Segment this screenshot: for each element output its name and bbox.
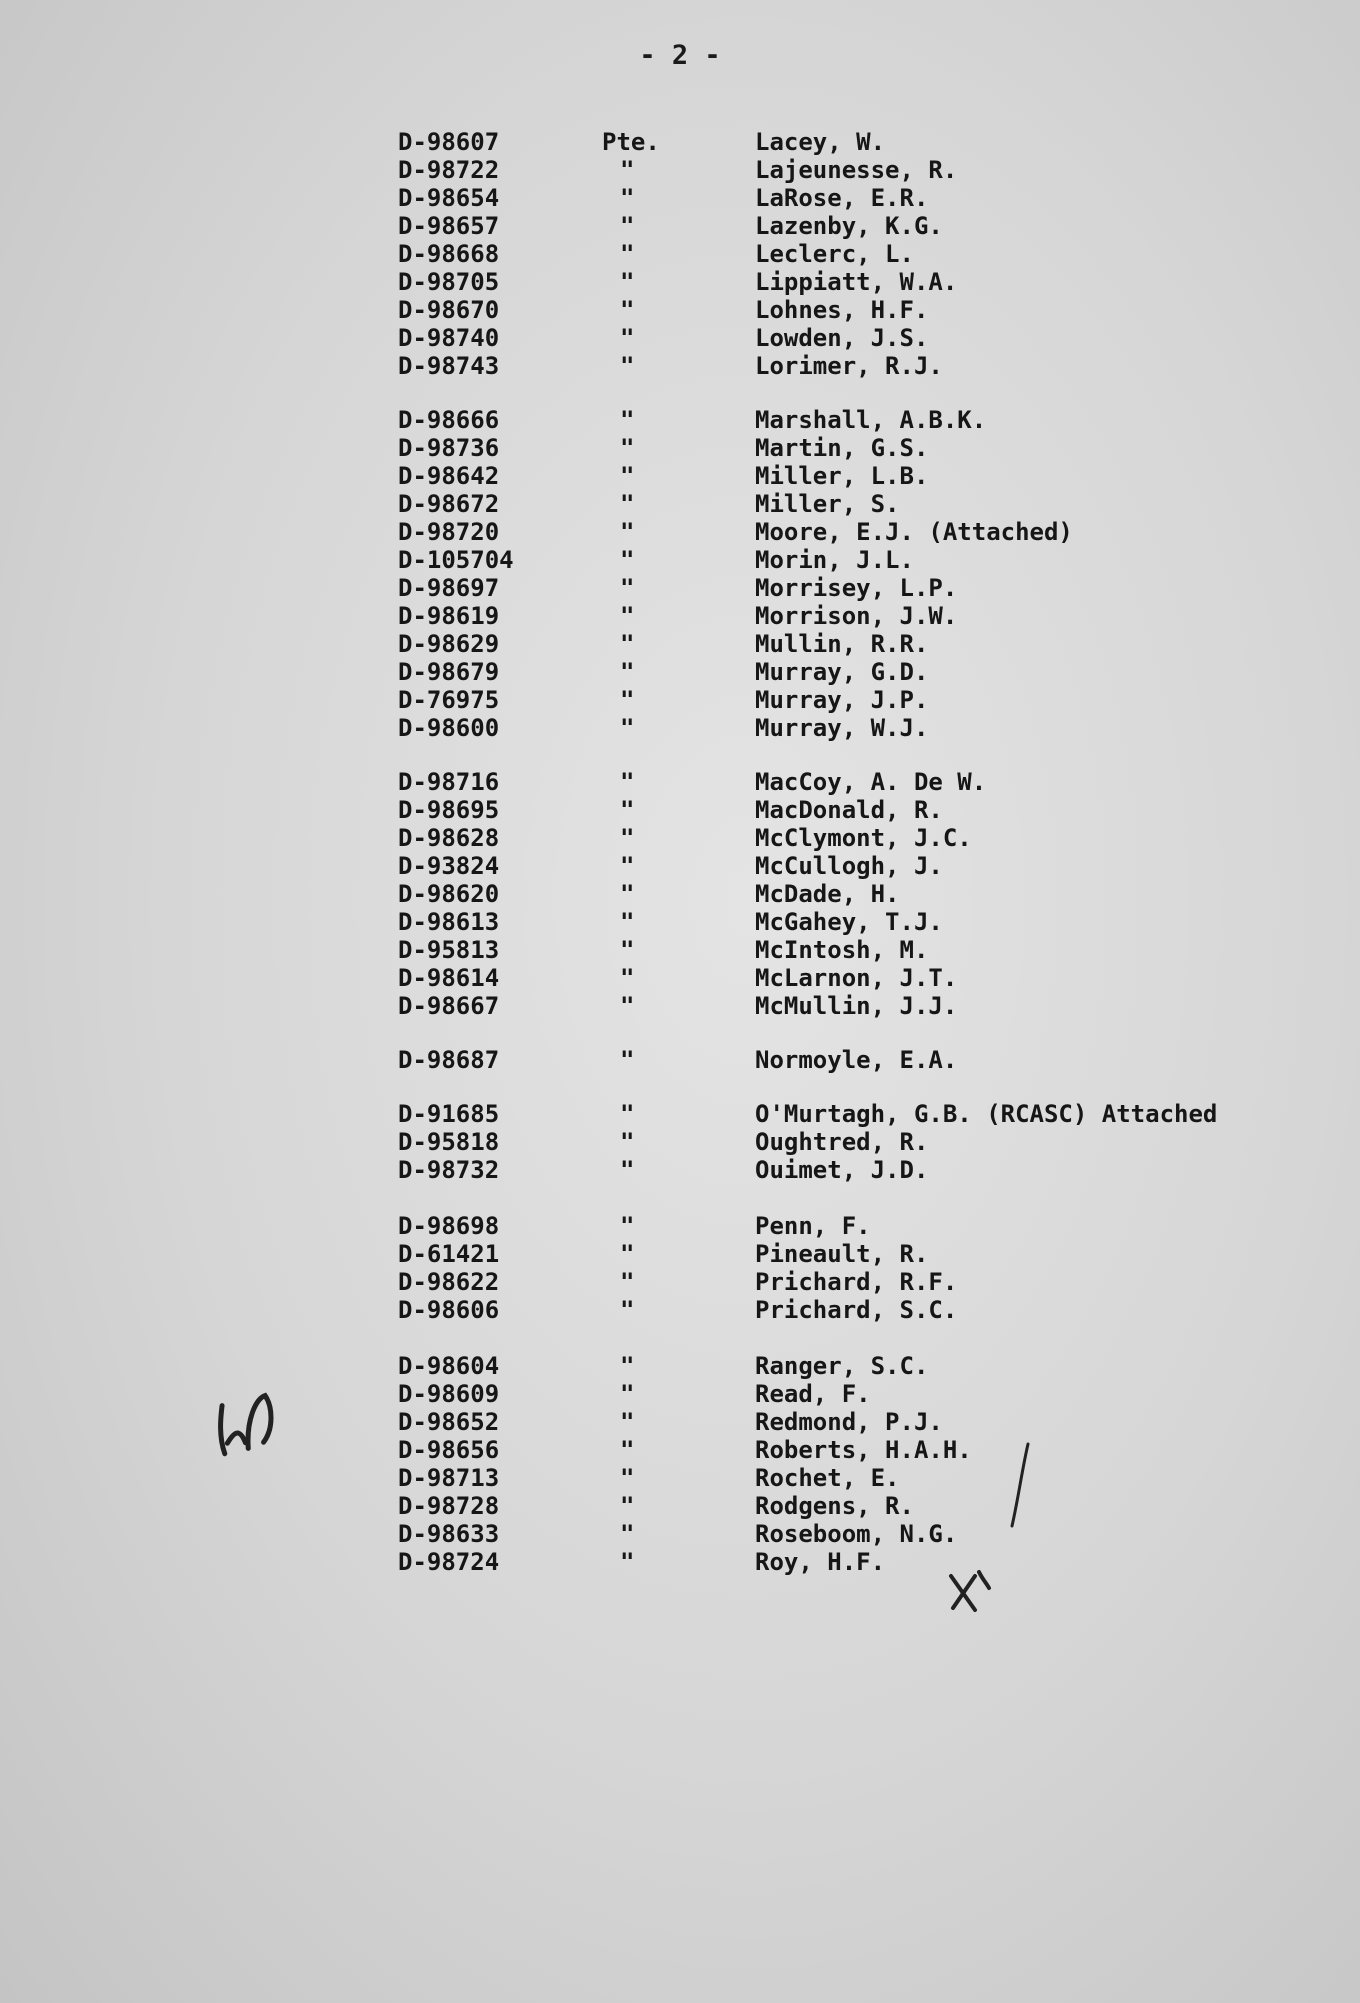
- service-number: D-98619: [398, 602, 500, 630]
- rank: ": [620, 1212, 635, 1240]
- soldier-name: Ouimet, J.D.: [755, 1156, 929, 1184]
- service-number: D-98628: [398, 824, 500, 852]
- roster-row: [0, 240, 1360, 268]
- rank: ": [620, 1240, 635, 1268]
- service-number: D-98666: [398, 406, 500, 434]
- service-number: D-98657: [398, 212, 500, 240]
- soldier-name: Leclerc, L.: [755, 240, 914, 268]
- service-number: D-95813: [398, 936, 500, 964]
- roster-row: [0, 1520, 1360, 1548]
- rank: ": [620, 1380, 635, 1408]
- soldier-name: Rochet, E.: [755, 1464, 900, 1492]
- roster-row: [0, 184, 1360, 212]
- rank: ": [620, 964, 635, 992]
- rank: ": [620, 714, 635, 742]
- service-number: D-98606: [398, 1296, 500, 1324]
- rank: ": [620, 240, 635, 268]
- rank: ": [620, 1548, 635, 1576]
- roster-row: [0, 462, 1360, 490]
- roster-row: [0, 1156, 1360, 1184]
- service-number: D-98695: [398, 796, 500, 824]
- roster-row: [0, 1240, 1360, 1268]
- service-number: D-98728: [398, 1492, 500, 1520]
- rank: ": [620, 406, 635, 434]
- roster-group: [0, 768, 1360, 1020]
- roster-row: [0, 1352, 1360, 1380]
- soldier-name: Murray, J.P.: [755, 686, 929, 714]
- rank: ": [620, 212, 635, 240]
- soldier-name: Ranger, S.C.: [755, 1352, 929, 1380]
- soldier-name: McDade, H.: [755, 880, 900, 908]
- rank: ": [620, 824, 635, 852]
- soldier-name: McClymont, J.C.: [755, 824, 972, 852]
- soldier-name: Lohnes, H.F.: [755, 296, 929, 324]
- rank: ": [620, 1296, 635, 1324]
- soldier-name: O'Murtagh, G.B. (RCASC) Attached: [755, 1100, 1218, 1128]
- rank: ": [620, 1046, 635, 1074]
- service-number: D-98736: [398, 434, 500, 462]
- rank: ": [620, 490, 635, 518]
- rank: ": [620, 518, 635, 546]
- roster-row: [0, 908, 1360, 936]
- roster-row: [0, 406, 1360, 434]
- handwritten-x-mark: [945, 1565, 995, 1630]
- rank: ": [620, 1128, 635, 1156]
- roster-group: [0, 406, 1360, 742]
- roster-row: [0, 880, 1360, 908]
- soldier-name: Martin, G.S.: [755, 434, 929, 462]
- roster-row: [0, 824, 1360, 852]
- soldier-name: Prichard, S.C.: [755, 1296, 958, 1324]
- roster-row: [0, 936, 1360, 964]
- service-number: D-95818: [398, 1128, 500, 1156]
- soldier-name: Miller, L.B.: [755, 462, 929, 490]
- rank: ": [620, 658, 635, 686]
- roster-row: [0, 352, 1360, 380]
- service-number: D-91685: [398, 1100, 500, 1128]
- service-number: D-98679: [398, 658, 500, 686]
- roster-row: [0, 1492, 1360, 1520]
- soldier-name: Lajeunesse, R.: [755, 156, 958, 184]
- roster-row: [0, 518, 1360, 546]
- service-number: D-98687: [398, 1046, 500, 1074]
- roster-group: [0, 128, 1360, 380]
- soldier-name: Prichard, R.F.: [755, 1268, 958, 1296]
- soldier-name: Rodgens, R.: [755, 1492, 914, 1520]
- service-number: D-98724: [398, 1548, 500, 1576]
- service-number: D-98668: [398, 240, 500, 268]
- roster-row: [0, 434, 1360, 462]
- service-number: D-76975: [398, 686, 500, 714]
- rank: ": [620, 1156, 635, 1184]
- soldier-name: Morin, J.L.: [755, 546, 914, 574]
- roster-row: [0, 1046, 1360, 1074]
- soldier-name: Morrisey, L.P.: [755, 574, 958, 602]
- roster-row: [0, 768, 1360, 796]
- soldier-name: Mullin, R.R.: [755, 630, 929, 658]
- soldier-name: MacDonald, R.: [755, 796, 943, 824]
- service-number: D-93824: [398, 852, 500, 880]
- service-number: D-98698: [398, 1212, 500, 1240]
- rank: ": [620, 268, 635, 296]
- rank: ": [620, 686, 635, 714]
- roster-group: [0, 1212, 1360, 1324]
- soldier-name: Lacey, W.: [755, 128, 886, 156]
- roster-row: [0, 852, 1360, 880]
- roster-row: [0, 574, 1360, 602]
- service-number: D-98740: [398, 324, 500, 352]
- service-number: D-98732: [398, 1156, 500, 1184]
- handwritten-mark-left: [203, 1375, 297, 1489]
- roster-group: [0, 1100, 1360, 1184]
- rank: ": [620, 1408, 635, 1436]
- service-number: D-98656: [398, 1436, 500, 1464]
- roster-row: [0, 1548, 1360, 1576]
- soldier-name: Oughtred, R.: [755, 1128, 929, 1156]
- service-number: D-98743: [398, 352, 500, 380]
- service-number: D-105704: [398, 546, 514, 574]
- soldier-name: MacCoy, A. De W.: [755, 768, 987, 796]
- soldier-name: Roseboom, N.G.: [755, 1520, 958, 1548]
- rank: ": [620, 630, 635, 658]
- rank: ": [620, 156, 635, 184]
- soldier-name: Redmond, P.J.: [755, 1408, 943, 1436]
- soldier-name: Murray, G.D.: [755, 658, 929, 686]
- rank: ": [620, 602, 635, 630]
- roster-row: [0, 546, 1360, 574]
- rank: ": [620, 574, 635, 602]
- rank: ": [620, 768, 635, 796]
- service-number: D-98672: [398, 490, 500, 518]
- service-number: D-98604: [398, 1352, 500, 1380]
- rank: ": [620, 1436, 635, 1464]
- roster-row: [0, 324, 1360, 352]
- service-number: D-98705: [398, 268, 500, 296]
- roster-row: [0, 1100, 1360, 1128]
- soldier-name: Marshall, A.B.K.: [755, 406, 987, 434]
- soldier-name: Pineault, R.: [755, 1240, 929, 1268]
- rank: ": [620, 1268, 635, 1296]
- roster-row: [0, 1464, 1360, 1492]
- service-number: D-98600: [398, 714, 500, 742]
- service-number: D-98713: [398, 1464, 500, 1492]
- soldier-name: Roy, H.F.: [755, 1548, 886, 1576]
- soldier-name: Morrison, J.W.: [755, 602, 958, 630]
- soldier-name: McCullogh, J.: [755, 852, 943, 880]
- service-number: D-98667: [398, 992, 500, 1020]
- soldier-name: Penn, F.: [755, 1212, 871, 1240]
- rank: ": [620, 1492, 635, 1520]
- roster-row: [0, 490, 1360, 518]
- soldier-name: Lippiatt, W.A.: [755, 268, 958, 296]
- rank: ": [620, 324, 635, 352]
- service-number: D-98642: [398, 462, 500, 490]
- roster-row: [0, 1128, 1360, 1156]
- roster-row: [0, 992, 1360, 1020]
- service-number: D-98613: [398, 908, 500, 936]
- roster-row: [0, 602, 1360, 630]
- service-number: D-98607: [398, 128, 500, 156]
- rank: ": [620, 992, 635, 1020]
- roster-row: [0, 156, 1360, 184]
- soldier-name: McMullin, J.J.: [755, 992, 958, 1020]
- service-number: D-98720: [398, 518, 500, 546]
- rank: ": [620, 434, 635, 462]
- roster-row: [0, 964, 1360, 992]
- rank: ": [620, 462, 635, 490]
- roster-row: [0, 1212, 1360, 1240]
- rank: ": [620, 296, 635, 324]
- roster-row: [0, 658, 1360, 686]
- service-number: D-98620: [398, 880, 500, 908]
- service-number: D-98622: [398, 1268, 500, 1296]
- rank: ": [620, 1100, 635, 1128]
- service-number: D-98670: [398, 296, 500, 324]
- soldier-name: Roberts, H.A.H.: [755, 1436, 972, 1464]
- roster-row: [0, 212, 1360, 240]
- soldier-name: Normoyle, E.A.: [755, 1046, 958, 1074]
- rank: ": [620, 546, 635, 574]
- roster-row: [0, 1436, 1360, 1464]
- roster-row: [0, 714, 1360, 742]
- soldier-name: Lazenby, K.G.: [755, 212, 943, 240]
- rank: ": [620, 936, 635, 964]
- soldier-name: McIntosh, M.: [755, 936, 929, 964]
- soldier-name: Lorimer, R.J.: [755, 352, 943, 380]
- roster-row: [0, 1268, 1360, 1296]
- roster-row: [0, 1296, 1360, 1324]
- service-number: D-98654: [398, 184, 500, 212]
- rank: ": [620, 184, 635, 212]
- roster-row: [0, 128, 1360, 156]
- soldier-name: McLarnon, J.T.: [755, 964, 958, 992]
- service-number: D-98614: [398, 964, 500, 992]
- service-number: D-98629: [398, 630, 500, 658]
- rank: ": [620, 880, 635, 908]
- soldier-name: McGahey, T.J.: [755, 908, 943, 936]
- service-number: D-98633: [398, 1520, 500, 1548]
- soldier-name: Lowden, J.S.: [755, 324, 929, 352]
- rank: ": [620, 1352, 635, 1380]
- roster-row: [0, 268, 1360, 296]
- rank: ": [620, 796, 635, 824]
- roster-row: [0, 630, 1360, 658]
- soldier-name: Murray, W.J.: [755, 714, 929, 742]
- rank: ": [620, 1520, 635, 1548]
- rank: ": [620, 1464, 635, 1492]
- soldier-name: Moore, E.J. (Attached): [755, 518, 1073, 546]
- rank: ": [620, 352, 635, 380]
- soldier-name: Read, F.: [755, 1380, 871, 1408]
- service-number: D-98697: [398, 574, 500, 602]
- rank: ": [620, 908, 635, 936]
- handwritten-check-right: [1000, 1440, 1040, 1544]
- service-number: D-61421: [398, 1240, 500, 1268]
- roster-row: [0, 1408, 1360, 1436]
- roster-row: [0, 796, 1360, 824]
- roster-row: [0, 686, 1360, 714]
- roster-row: [0, 296, 1360, 324]
- service-number: D-98652: [398, 1408, 500, 1436]
- soldier-name: Miller, S.: [755, 490, 900, 518]
- soldier-name: LaRose, E.R.: [755, 184, 929, 212]
- rank: ": [620, 852, 635, 880]
- roster-group: [0, 1046, 1360, 1074]
- service-number: D-98716: [398, 768, 500, 796]
- rank: Pte.: [602, 128, 660, 156]
- page-number: - 2 -: [639, 40, 721, 71]
- service-number: D-98722: [398, 156, 500, 184]
- service-number: D-98609: [398, 1380, 500, 1408]
